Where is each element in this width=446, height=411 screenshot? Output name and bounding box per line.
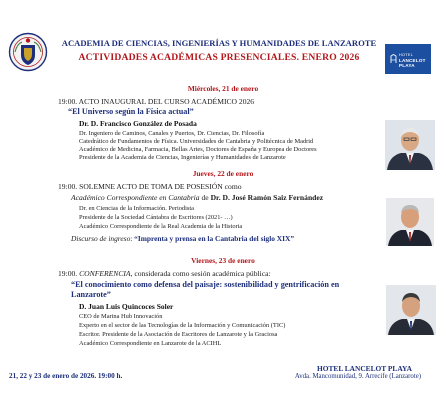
speaker-1-photo [385,120,435,170]
speaker-2-photo [386,198,434,246]
day-2-discourse-title: “Imprenta y prensa en la Cantabria del siglo XIX” [134,234,295,243]
day-1-bio-line: Dr. Ingeniero de Caminos, Canales y Puertos, Dr. Ciencias, Dr. Filosofía [79,130,265,137]
hotel-logo-line-2: LANCELOT [399,58,426,63]
day-3-session-rest: , considerada como sesión académica pública: [130,269,271,278]
day-3-type: CONFERENCIA [79,269,131,278]
day-1-speaker: Dr. D. Francisco González de Posada [79,119,197,128]
academy-title: ACADEMIA DE CIENCIAS, INGENIERÍAS Y HUMANIDADES DE LANZAROTE [61,38,377,48]
day-3-bio-line: Experto en el sector de las Tecnologías de la Información y Comunicación (TIC) [79,322,286,329]
day-2-role-joiner: de [199,193,211,202]
hotel-mark-icon [390,54,397,64]
program-subtitle: ACTIVIDADES ACADÉMICAS PRESENCIALES. ENERO 2026 [78,52,360,63]
day-3-bio-line: CEO de Marina Hub Innovación [79,313,163,320]
day-1-bio-line: Catedrático de Fundamentos de Física. Universidades de Cantabria y Politécnica de Madrid [79,138,314,145]
day-2-speaker: Dr. D. José Ramón Saiz Fernández [210,193,324,202]
day-3-date: Viernes, 23 de enero [191,256,255,265]
hotel-lancelot-logo [385,44,431,74]
day-3-speaker: D. Juan Luis Quincoces Soler [79,302,174,311]
footer-dates: 21, 22 y 23 de enero de 2026. 19:00 h. [9,372,123,380]
day-2-discourse-label: Discurso de ingreso [71,234,131,243]
day-1-bio-line: Presidente de la Academia de Ciencias, Ingenierías y Humanidades de Lanzarote [79,154,286,161]
hotel-logo-line-3: PLAYA [399,63,415,68]
day-2-bio-line: Dr. en Ciencias de la Información. Periodista [79,205,194,212]
hotel-logo-line-1: HOTEL [399,53,414,57]
day-1-bio-line: Académico de Medicina, Farmacia, Bellas Artes, Doctores de España y Europea de Doctores [79,146,317,153]
footer-address: Avda. Mancomunidad, 9. Arrecife (Lanzarote) [294,373,421,380]
day-2-bio-line: Presidente de la Sociedad Cántabra de Escritores (2021- …) [79,214,233,221]
day-2-role-line [71,193,323,202]
day-3-talk-title-line-2: Lanzarote” [71,290,111,299]
day-2-bio-line: Académico Correspondiente de la Real Academia de la Historia [79,223,243,230]
day-3-bio-line: Escritor. Presidente de la Asociación de Escritores de Lanzarote y la Graciosa [79,331,278,338]
day-1-talk-title: “El Universo según la Física actual” [68,107,194,116]
day-2-role: Académico Correspondiente en Cantabria [71,193,200,202]
day-1-session: 19:00. ACTO INAUGURAL DEL CURSO ACADÉMICO 2026 [58,97,255,106]
day-2-discourse: Discurso de ingreso: “Imprenta y prensa en la Cantabria del siglo XIX” [71,234,295,243]
day-2-date: Jueves, 22 de enero [192,169,254,178]
day-3-bio-line: Académico Correspondiente en Lanzarote de la ACIHL [79,340,222,347]
academy-crest-logo [8,32,48,72]
day-3-talk-title-line-1: “El conocimiento como defensa del paisaje: sostenibilidad y gentrificación en [71,280,340,289]
footer-venue: HOTEL LANCELOT PLAYA [316,364,412,373]
day-2-session: 19:00. SOLEMNE ACTO DE TOMA DE POSESIÓN como [58,182,242,191]
speaker-3-photo [386,285,436,335]
day-3-session [58,269,271,278]
day-3-time: 19:00. [58,269,78,278]
day-1-date: Miércoles, 21 de enero [187,84,259,93]
